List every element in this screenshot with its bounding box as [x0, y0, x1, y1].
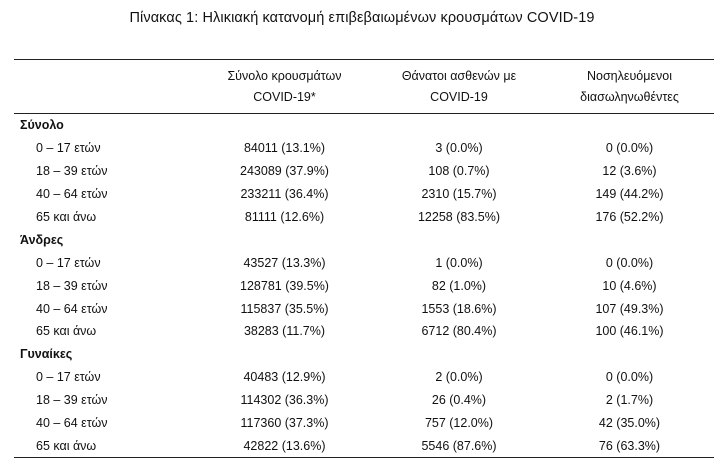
intubated-cell: 2 (1.7%): [605, 393, 654, 408]
intubated-cell: 42 (35.0%): [598, 416, 661, 431]
total-cases-cell: 117360 (37.3%): [240, 416, 329, 431]
age-label: 65 και άνω: [36, 324, 97, 339]
deaths-cell: 6712 (80.4%): [421, 324, 497, 339]
section-header-row: [14, 114, 714, 137]
age-label: 0 – 17 ετών: [36, 370, 101, 385]
deaths-cell: 82 (1.0%): [431, 278, 487, 293]
table-row: [14, 183, 714, 206]
table-row: [14, 412, 714, 435]
section-name: Σύνολο: [20, 118, 64, 133]
header-empty: [14, 60, 196, 114]
header-deaths-line1: Θάνατοι ασθενών με: [401, 69, 517, 83]
total-cases-cell: 40483 (12.9%): [243, 370, 326, 385]
table-row: [14, 297, 714, 320]
header-deaths-line2: COVID-19: [430, 90, 488, 104]
total-cases-cell: 243089 (37.9%): [240, 164, 329, 179]
table-row: [14, 160, 714, 183]
intubated-cell: 0 (0.0%): [605, 255, 654, 270]
total-cases-cell: 84011 (13.1%): [243, 141, 326, 156]
table-row: [14, 366, 714, 389]
intubated-cell: 107 (49.3%): [595, 301, 664, 316]
age-label: 65 και άνω: [36, 210, 97, 224]
intubated-cell: 0 (0.0%): [605, 141, 654, 156]
table-row: [14, 251, 714, 274]
intubated-cell: 0 (0.0%): [605, 370, 654, 385]
table-row: [14, 137, 714, 160]
deaths-cell: 26 (0.4%): [431, 393, 487, 408]
intubated-cell: 176 (52.2%): [595, 210, 664, 224]
table-row: [14, 389, 714, 412]
age-label: 18 – 39 ετών: [36, 278, 108, 293]
header-total-cases: [196, 60, 373, 114]
age-label: 40 – 64 ετών: [36, 416, 108, 431]
age-label: 40 – 64 ετών: [36, 301, 108, 316]
age-label: 40 – 64 ετών: [36, 187, 108, 202]
deaths-cell: 108 (0.7%): [428, 164, 490, 179]
section-header-row: [14, 228, 714, 251]
table-row: [14, 320, 714, 343]
section-name: Άνδρες: [20, 232, 64, 247]
age-label: 18 – 39 ετών: [36, 393, 108, 408]
header-intubated: [545, 60, 714, 114]
age-label: 0 – 17 ετών: [36, 255, 101, 270]
total-cases-cell: 233211 (36.4%): [240, 187, 329, 202]
table-row: [14, 206, 714, 229]
table-header: [14, 60, 714, 114]
table-row: [14, 434, 714, 457]
total-cases-cell: 43527 (13.3%): [243, 255, 326, 270]
header-intubated-line1: Νοσηλευόμενοι: [586, 69, 672, 83]
total-cases-cell: 114302 (36.3%): [240, 393, 329, 408]
age-label: 65 και άνω: [14, 434, 196, 457]
section-name: Γυναίκες: [20, 347, 73, 362]
header-intubated-line2: διασωληνωθέντες: [580, 90, 679, 104]
total-cases-cell: 81111 (12.6%): [244, 210, 325, 224]
deaths-cell: 2 (0.0%): [435, 370, 483, 385]
header-deaths: [373, 60, 545, 114]
age-label: 0 – 17 ετών: [36, 141, 101, 156]
deaths-cell: 2310 (15.7%): [421, 187, 497, 202]
deaths-cell: 12258 (83.5%): [417, 210, 500, 224]
intubated-cell: 12 (3.6%): [602, 164, 657, 179]
table-body: [14, 114, 714, 458]
header-total-cases-line1: Σύνολο κρουσμάτων: [227, 69, 342, 83]
covid-age-table: [14, 59, 714, 458]
table-title: Πίνακας 1: Ηλικιακή κατανομή επιβεβαιωμένων κρουσμάτων COVID-19: [129, 10, 595, 26]
intubated-cell: 10 (4.6%): [602, 278, 657, 293]
deaths-cell: 3 (0.0%): [435, 141, 483, 156]
total-cases-cell: 42822 (13.6%): [196, 434, 373, 457]
table-row: [14, 274, 714, 297]
deaths-cell: 757 (12.0%): [424, 416, 494, 431]
deaths-cell: 1 (0.0%): [435, 255, 483, 270]
deaths-cell: 1553 (18.6%): [421, 301, 497, 316]
intubated-cell: 76 (63.3%): [545, 434, 714, 457]
age-label: 18 – 39 ετών: [36, 164, 108, 179]
intubated-cell: 100 (46.1%): [595, 324, 664, 339]
header-total-cases-line2: COVID-19*: [253, 90, 316, 104]
total-cases-cell: 38283 (11.7%): [243, 324, 326, 339]
deaths-cell: 5546 (87.6%): [373, 434, 545, 457]
total-cases-cell: 128781 (39.5%): [240, 278, 329, 293]
intubated-cell: 149 (44.2%): [595, 187, 664, 202]
section-header-row: [14, 343, 714, 366]
total-cases-cell: 115837 (35.5%): [240, 301, 329, 316]
